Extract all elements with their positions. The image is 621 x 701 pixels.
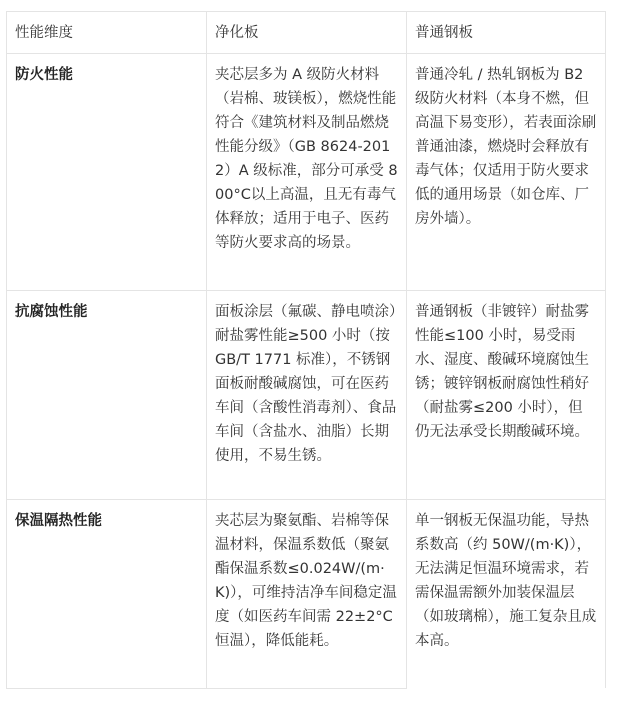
table-row <box>7 54 606 291</box>
cell-panel-corrosion: 面板涂层（氟碳、静电喷涂）耐盐雾性能≥500 小时（按 GB/T 1771 标准），不锈钢面板耐酸碱腐蚀，可在医药车间（含酸性消毒剂）、食品车间（含盐水、油脂）长期使用，不易生锈。 <box>207 291 407 500</box>
cell-steel-corrosion: 普通钢板（非镀锌）耐盐雾性能≤100 小时，易受雨水、湿度、酸碱环境腐蚀生锈；镀锌钢板耐腐蚀性稍好（耐盐雾≤200 小时），但仍无法承受长期酸碱环境。 <box>407 291 606 500</box>
table-row <box>7 291 606 500</box>
table-row <box>7 500 606 689</box>
header-ordinary-steel: 普通钢板 <box>407 12 606 54</box>
row-dimension-fire: 防火性能 <box>7 54 207 291</box>
row-dimension-corrosion: 抗腐蚀性能 <box>7 291 207 500</box>
header-dimension: 性能维度 <box>7 12 207 54</box>
header-purification-panel: 净化板 <box>207 12 407 54</box>
cell-steel-fire: 普通冷轧 / 热轧钢板为 B2 级防火材料（本身不燃，但高温下易变形），若表面涂刷普通油漆，燃烧时会释放有毒气体；仅适用于防火要求低的通用场景（如仓库、厂房外墙）。 <box>407 54 606 291</box>
cell-steel-insulation: 单一钢板无保温功能，导热系数高（约 50W/(m·K)），无法满足恒温环境需求，若需保温需额外加装保温层（如玻璃棉），施工复杂且成本高。 <box>407 500 606 689</box>
row-dimension-insulation: 保温隔热性能 <box>7 500 207 689</box>
cell-panel-insulation: 夹芯层为聚氨酯、岩棉等保温材料，保温系数低（聚氨酯保温系数≤0.024W/(m·K)），可维持洁净车间稳定温度（如医药车间需 22±2°C 恒温），降低能耗。 <box>207 500 407 689</box>
comparison-table <box>6 11 606 689</box>
cell-panel-fire: 夹芯层多为 A 级防火材料（岩棉、玻镁板），燃烧性能符合《建筑材料及制品燃烧性能分级》（GB 8624-2012）A 级标准，部分可承受 800°C以上高温，且无有毒气体释放；适用于电子、医药等防火要求高的场景。 <box>207 54 407 291</box>
table-header-row <box>7 12 606 54</box>
